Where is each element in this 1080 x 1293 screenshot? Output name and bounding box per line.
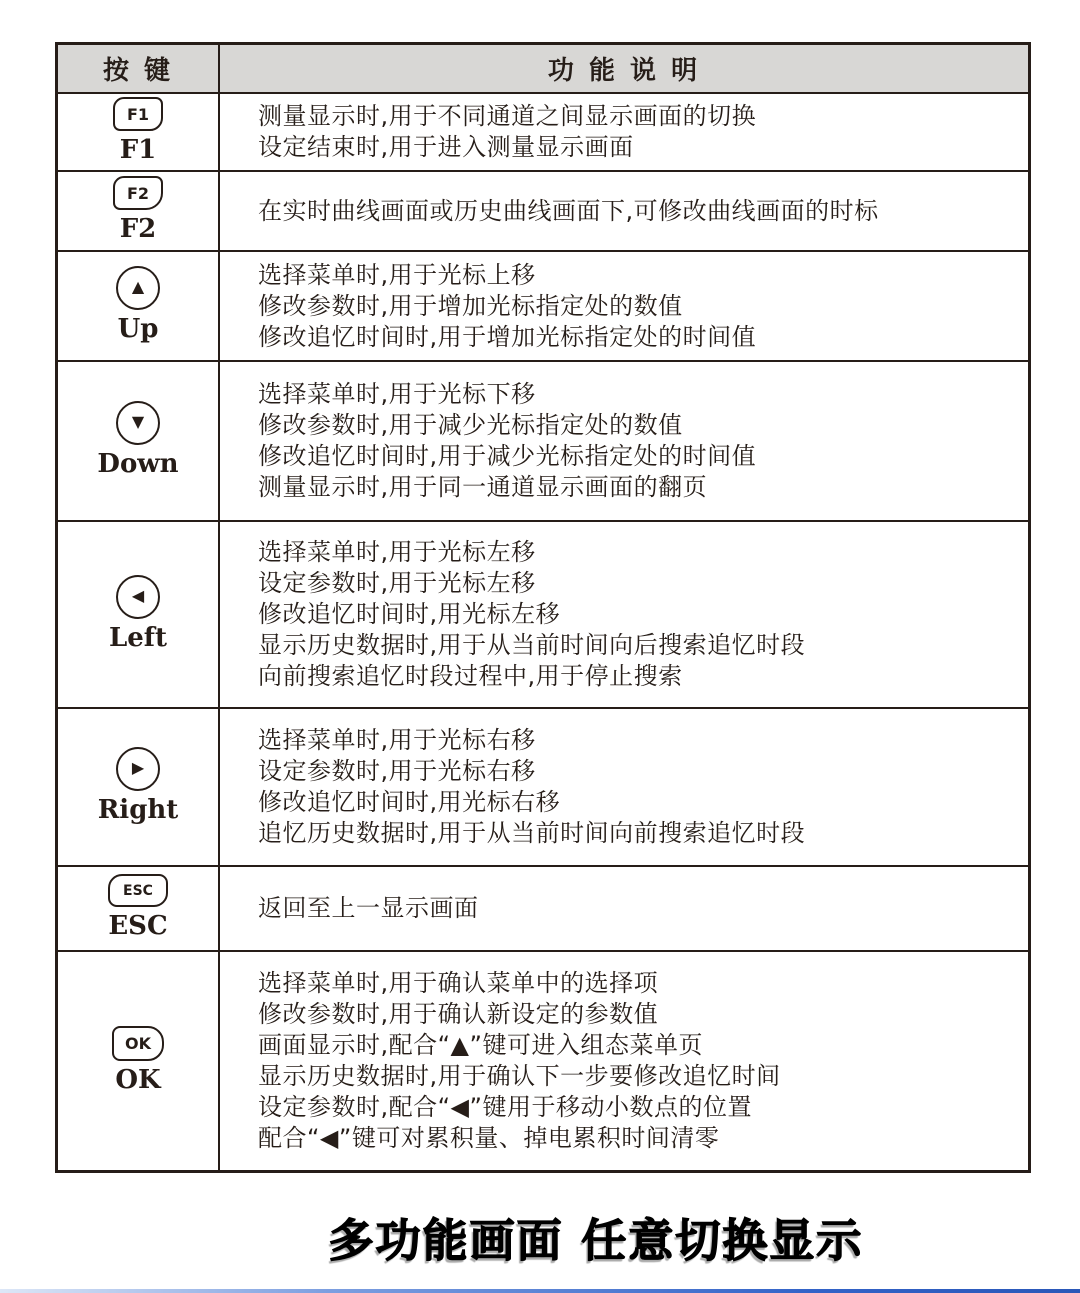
- desc-line: 显示历史数据时,用于确认下一步要修改追忆时间: [258, 1062, 781, 1090]
- desc-line: 选择菜单时,用于光标上移: [258, 260, 536, 289]
- table-header-row: [58, 45, 1028, 92]
- table-row-esc: [58, 865, 1028, 950]
- desc-line: 选择菜单时,用于光标右移: [258, 726, 536, 754]
- key-cell-right: [58, 709, 218, 865]
- key-label-down: Down: [97, 449, 179, 480]
- table-row-up: [58, 250, 1028, 360]
- desc-line: 选择菜单时,用于确认菜单中的选择项: [258, 969, 659, 997]
- desc-cell-f1: [218, 94, 1028, 170]
- left-arrow-key-icon: [116, 575, 160, 619]
- esc-key-icon: ESC: [108, 874, 168, 907]
- f2-key-icon: F2: [113, 176, 163, 210]
- key-label-ok: OK: [115, 1064, 161, 1095]
- desc-line: 配合“◀”键可对累积量、掉电累积时间清零: [258, 1124, 720, 1152]
- desc-line: 返回至上一显示画面: [258, 894, 479, 922]
- desc-cell-esc: [218, 867, 1028, 950]
- page-title: 多功能画面 任意切换显示: [328, 1214, 864, 1267]
- desc-line: 测量显示时,用于同一通道显示画面的翻页: [258, 473, 708, 501]
- table-row-f1: [58, 92, 1028, 170]
- desc-line: 修改追忆时间时,用于减少光标指定处的时间值: [258, 442, 757, 470]
- desc-cell-down: [218, 362, 1028, 520]
- desc-line: 设定结束时,用于进入测量显示画面: [258, 133, 634, 161]
- desc-cell-ok: [218, 952, 1028, 1170]
- key-function-table: [55, 42, 1031, 1173]
- desc-line: 在实时曲线画面或历史曲线画面下,可修改曲线画面的时标: [258, 196, 879, 225]
- key-label-up: Up: [117, 314, 159, 345]
- down-triangle-icon: ▼: [131, 412, 145, 432]
- key-label-right: Right: [97, 795, 179, 826]
- key-cell-down: [58, 362, 218, 520]
- header-key-column: [58, 45, 218, 92]
- up-arrow-key-icon: [116, 266, 160, 310]
- desc-line: 修改追忆时间时,用于增加光标指定处的时间值: [258, 322, 757, 351]
- down-arrow-key-icon: [116, 401, 160, 445]
- header-desc-label: 功 能 说 明: [547, 56, 701, 86]
- table-row-left: [58, 520, 1028, 707]
- key-cell-up: [58, 252, 218, 360]
- desc-cell-up: [218, 252, 1028, 360]
- ok-key-icon: OK: [112, 1026, 164, 1061]
- key-cell-left: [58, 522, 218, 707]
- key-label-f1: F1: [119, 135, 157, 166]
- desc-line: 选择菜单时,用于光标左移: [258, 538, 536, 566]
- desc-line: 修改追忆时间时,用光标右移: [258, 788, 561, 816]
- desc-line: 修改参数时,用于减少光标指定处的数值: [258, 411, 683, 439]
- desc-line: 修改追忆时间时,用光标左移: [258, 600, 561, 628]
- left-triangle-icon: ◀: [131, 585, 145, 605]
- desc-line: 画面显示时,配合“▲”键可进入组态菜单页: [258, 1031, 703, 1059]
- desc-line: 修改参数时,用于确认新设定的参数值: [258, 1000, 659, 1028]
- right-triangle-icon: ▶: [131, 758, 145, 778]
- desc-line: 设定参数时,配合“◀”键用于移动小数点的位置: [258, 1093, 752, 1121]
- desc-cell-f2: [218, 172, 1028, 250]
- key-label-left: Left: [108, 622, 168, 653]
- up-triangle-icon: ▲: [131, 277, 145, 297]
- desc-line: 修改参数时,用于增加光标指定处的数值: [258, 291, 683, 320]
- key-label-esc: ESC: [108, 911, 168, 942]
- desc-line: 显示历史数据时,用于从当前时间向后搜索追忆时段: [258, 631, 806, 659]
- table-row-ok: [58, 950, 1028, 1170]
- right-arrow-key-icon: [116, 747, 160, 791]
- table-row-down: [58, 360, 1028, 520]
- desc-line: 设定参数时,用于光标右移: [258, 757, 536, 785]
- desc-line: 追忆历史数据时,用于从当前时间向前搜索追忆时段: [258, 819, 806, 847]
- table-row-right: [58, 707, 1028, 865]
- key-cell-f2: [58, 172, 218, 250]
- key-cell-esc: [58, 867, 218, 950]
- desc-line: 测量显示时,用于不同通道之间显示画面的切换: [258, 102, 757, 130]
- table-row-f2: [58, 170, 1028, 250]
- bottom-accent-bar: [0, 1289, 1080, 1293]
- desc-line: 设定参数时,用于光标左移: [258, 569, 536, 597]
- desc-cell-left: [218, 522, 1028, 707]
- key-label-f2: F2: [119, 214, 157, 245]
- key-cell-f1: [58, 94, 218, 170]
- header-desc-column: [218, 45, 1028, 92]
- f1-key-icon: F1: [113, 97, 163, 131]
- key-cell-ok: [58, 952, 218, 1170]
- desc-line: 选择菜单时,用于光标下移: [258, 380, 536, 408]
- desc-line: 向前搜索追忆时段过程中,用于停止搜索: [258, 662, 683, 690]
- header-key-label: 按 键: [102, 56, 174, 86]
- desc-cell-right: [218, 709, 1028, 865]
